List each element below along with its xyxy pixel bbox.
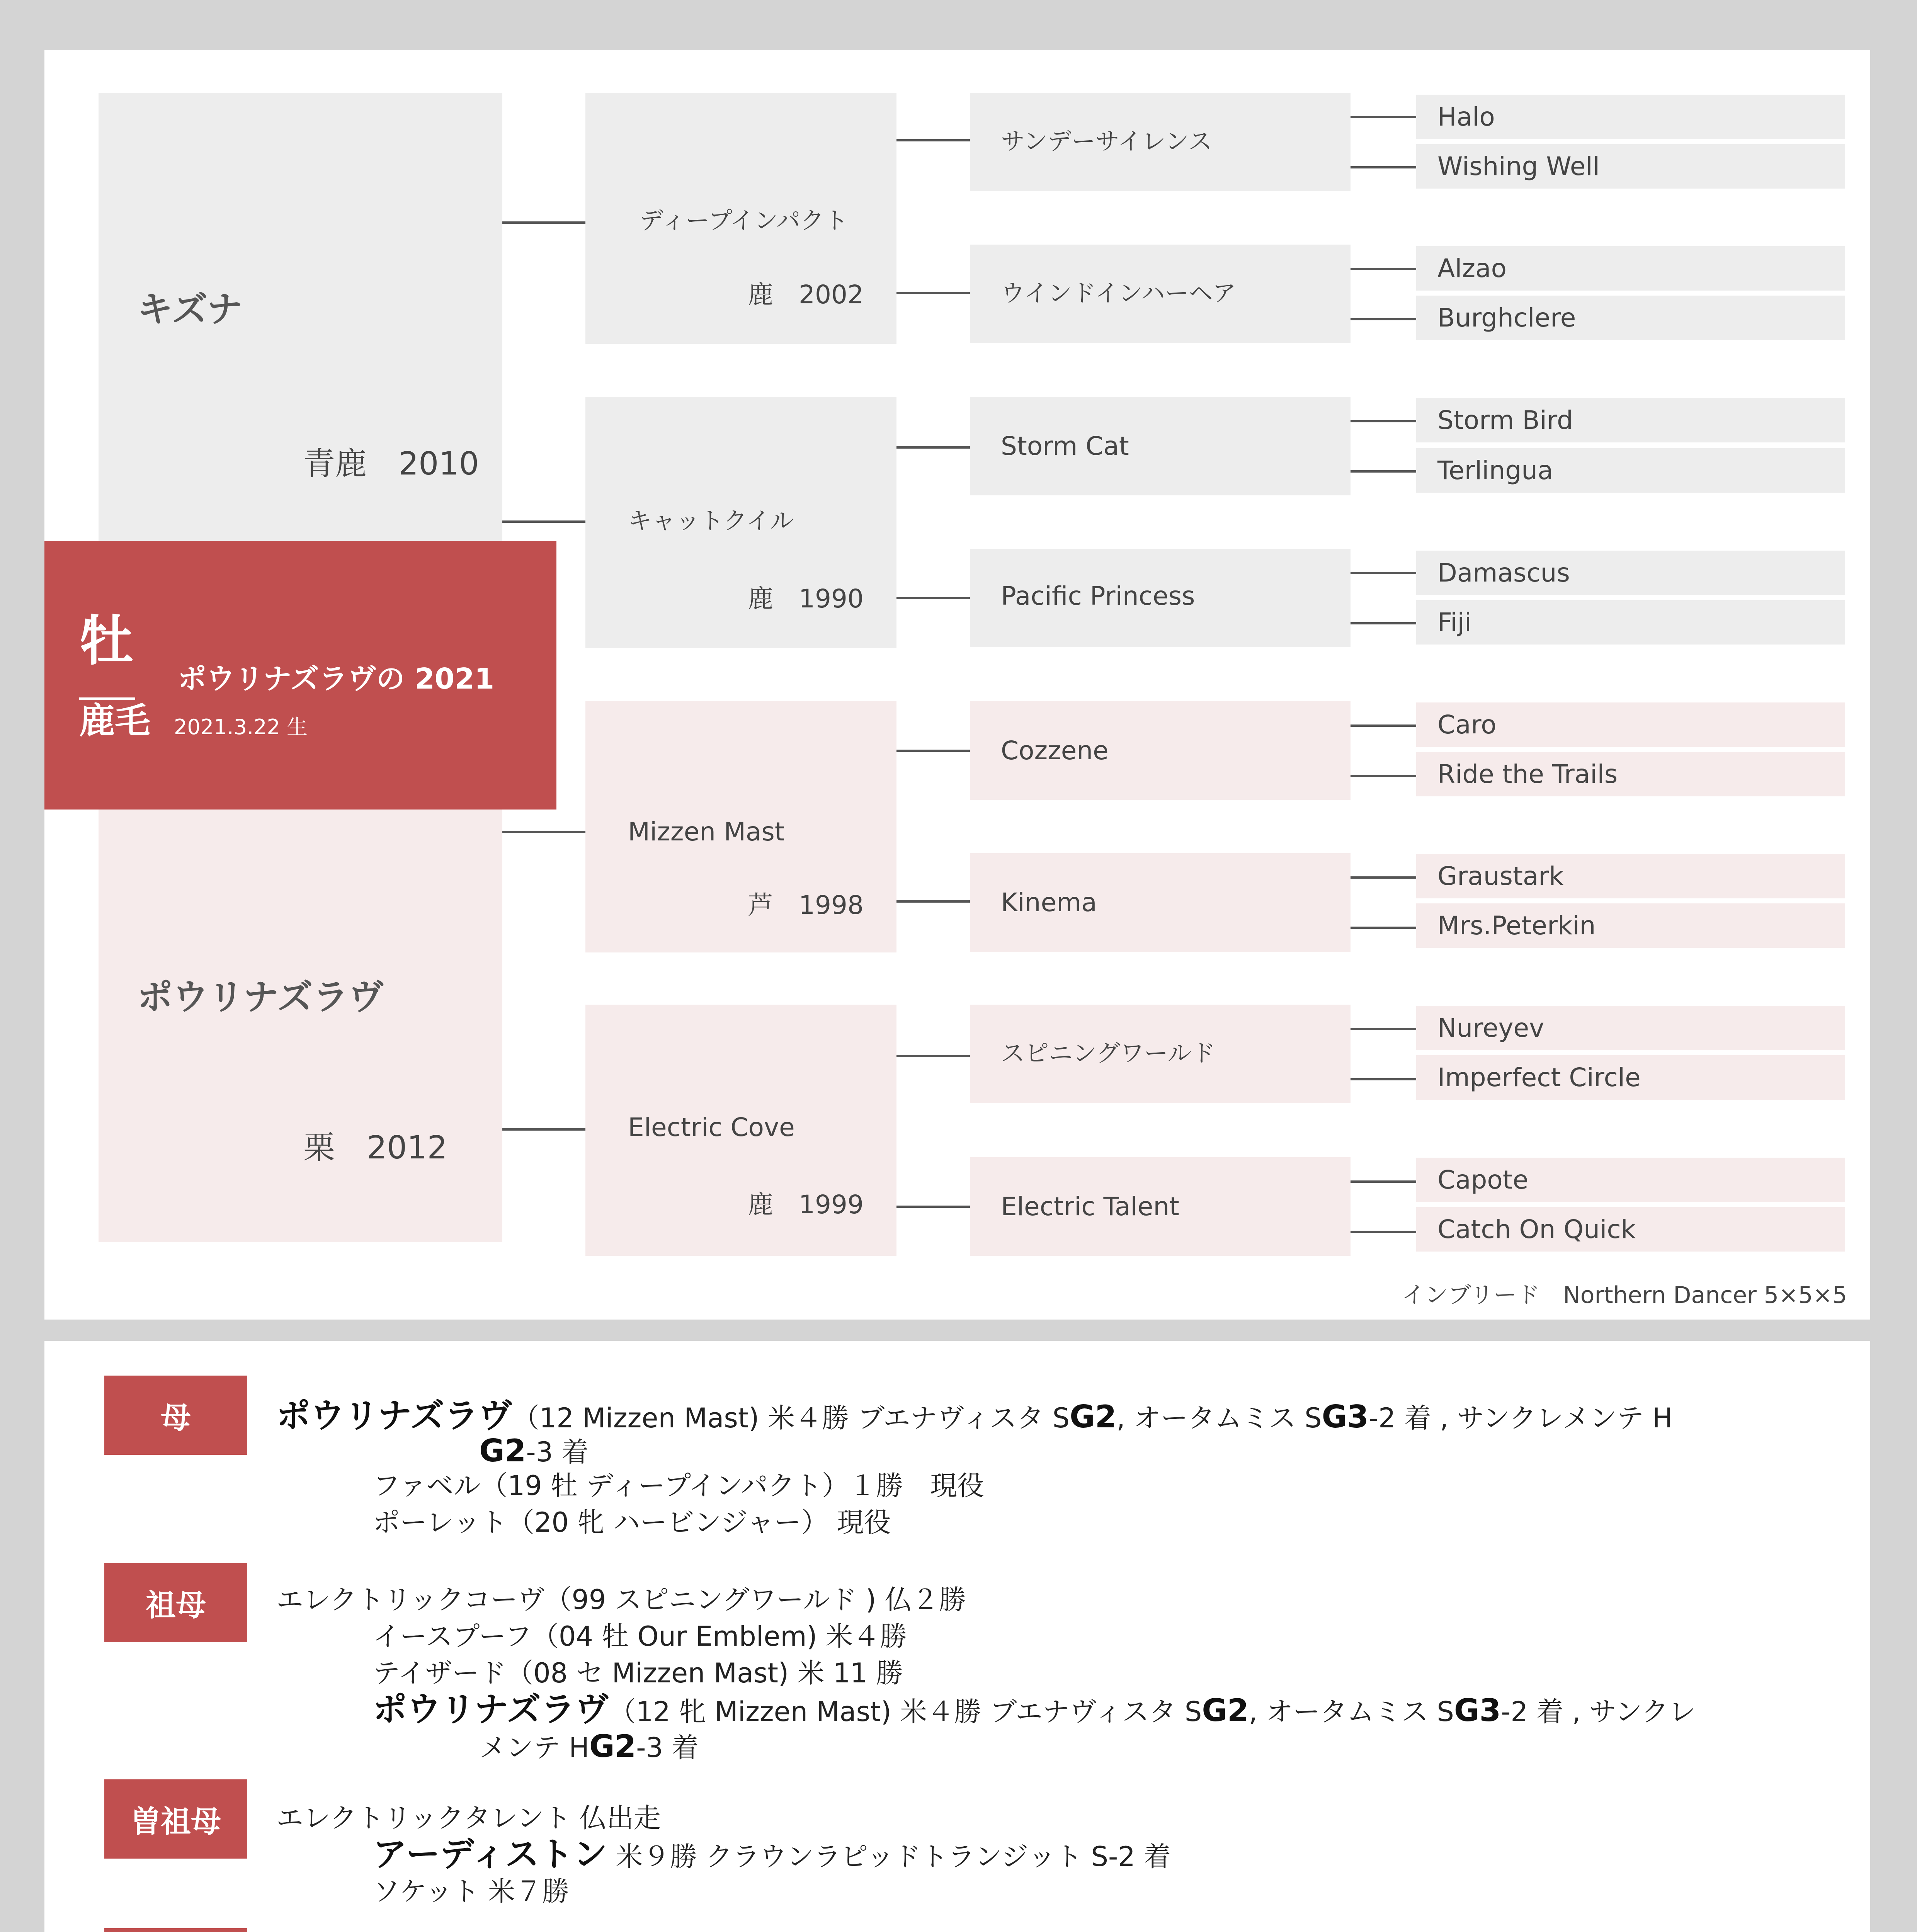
- grade: G3: [1322, 1399, 1369, 1435]
- horse-divider: [79, 697, 135, 700]
- gen4-box: [1416, 1055, 1845, 1100]
- race-text: -2 着 , サンクレ: [1501, 1696, 1696, 1728]
- gen4-box: [1416, 1158, 1845, 1202]
- gen4-box: [1416, 551, 1845, 595]
- connector: [896, 900, 970, 903]
- granddam-label: 祖母: [104, 1563, 247, 1642]
- connector: [502, 520, 585, 523]
- connector: [896, 750, 970, 752]
- gen4-box: [1416, 95, 1845, 139]
- race-text: （12 Mizzen Mast) 米４勝 ブエナヴィスタ S: [512, 1402, 1070, 1434]
- race-text: 米９勝 クラウンラピッドトランジット S-2 着: [607, 1841, 1171, 1872]
- gen2-name: Mizzen Mast: [628, 817, 785, 847]
- dam-line-3: ファベル（19 牡 ディープインパクト）１勝 現役: [373, 1470, 984, 1502]
- connector: [1351, 1028, 1416, 1030]
- gen4-name: Alzao: [1437, 253, 1507, 283]
- gen2-name: ディープインパクト: [640, 206, 849, 235]
- connector: [896, 1055, 970, 1057]
- gen2-box: [585, 93, 896, 344]
- connector: [1351, 166, 1416, 168]
- gen4-box: [1416, 144, 1845, 189]
- gen4-box: [1416, 1207, 1845, 1252]
- sire-name: キズナ: [137, 289, 243, 330]
- gen2-box: [585, 1005, 896, 1256]
- gen2-info: 芦 1998: [748, 890, 864, 920]
- connector: [502, 831, 585, 833]
- race-text: -3 着: [526, 1436, 589, 1468]
- gen4-box: [1416, 398, 1845, 442]
- gen4-box: [1416, 600, 1845, 645]
- horse-name: アーディストン: [373, 1834, 607, 1874]
- gen4-name: Graustark: [1437, 861, 1564, 891]
- connector: [502, 221, 585, 224]
- gen4-name: Catch On Quick: [1437, 1214, 1636, 1244]
- g3dam-line-2: [373, 1834, 1171, 1874]
- gen4-name: Terlingua: [1437, 456, 1553, 485]
- horse-name: ポウリナズラヴ: [373, 1689, 609, 1729]
- race-text: -2 着 , サンクレメンテ H: [1368, 1402, 1673, 1434]
- gen4-name: Mrs.Peterkin: [1437, 911, 1596, 940]
- gen3-name: Electric Talent: [1001, 1192, 1180, 1221]
- granddam-line-1: エレクトリックコーヴ（99 スピニングワールド ) 仏２勝: [276, 1584, 966, 1616]
- dam-line-4: ポーレット（20 牝 ハービンジャー） 現役: [373, 1507, 891, 1538]
- connector: [896, 446, 970, 449]
- g3dam-line-1: エレクトリックタレント 仏出走: [276, 1802, 661, 1834]
- gen2-info: 鹿 2002: [748, 280, 864, 310]
- gen4-name: Capote: [1437, 1165, 1529, 1195]
- gen4-box: [1416, 448, 1845, 493]
- gen4-box: [1416, 752, 1845, 796]
- gen3-name: ウインドインハーヘア: [1001, 279, 1236, 307]
- gen3-name: Cozzene: [1001, 736, 1109, 765]
- gen4-box: [1416, 246, 1845, 291]
- gen2-box: [585, 701, 896, 952]
- connector: [1351, 470, 1416, 473]
- gen4-name: Caro: [1437, 710, 1497, 740]
- gen2-info: 鹿 1990: [748, 584, 864, 614]
- connector: [1351, 1231, 1416, 1233]
- gen3-box: [970, 1005, 1351, 1103]
- gen2-name: Electric Cove: [628, 1112, 795, 1142]
- connector: [1351, 775, 1416, 777]
- granddam-line-2: イースプーフ（04 牡 Our Emblem) 米４勝: [373, 1621, 907, 1652]
- connector: [1351, 420, 1416, 422]
- dam-label: 母: [104, 1376, 247, 1455]
- horse-birth: 2021.3.22 生: [174, 715, 308, 739]
- horse-name: ポウリナズラヴの 2021: [178, 662, 495, 696]
- connector: [1351, 318, 1416, 320]
- gen4-name: Fiji: [1437, 607, 1472, 637]
- race-text: -3 着: [636, 1732, 699, 1764]
- connector: [502, 1128, 585, 1131]
- gen4-box: [1416, 903, 1845, 948]
- connector: [1351, 268, 1416, 270]
- pedigree-panel: [44, 50, 1870, 1320]
- connector: [896, 292, 970, 294]
- gen3-box: [970, 853, 1351, 952]
- sire-info: 青鹿 2010: [303, 446, 479, 482]
- dam-name: ポウリナズラヴ: [137, 976, 384, 1018]
- horse-name: ポウリナズラヴ: [276, 1396, 512, 1435]
- race-text: , オータムミス S: [1116, 1402, 1322, 1434]
- g3dam-label: 曽祖母: [104, 1779, 247, 1859]
- horse-coat: 鹿毛: [79, 700, 151, 742]
- gen4-name: Ride the Trails: [1437, 759, 1618, 789]
- granddam-line-4: [373, 1689, 1696, 1729]
- gen3-name: Kinema: [1001, 888, 1097, 917]
- gen3-box: [970, 549, 1351, 647]
- connector: [1351, 116, 1416, 118]
- horse-box: [44, 541, 556, 810]
- race-text: （12 牝 Mizzen Mast) 米４勝 ブエナヴィスタ S: [609, 1696, 1202, 1728]
- family-panel: [44, 1341, 1870, 1932]
- connector: [1351, 1180, 1416, 1183]
- gen4-name: Nureyev: [1437, 1013, 1544, 1043]
- connector: [896, 1206, 970, 1208]
- granddam-line-3: テイザード（08 セ Mizzen Mast) 米 11 勝: [373, 1657, 903, 1689]
- gen2-name: キャットクイル: [628, 507, 794, 535]
- gen4-box: [1416, 854, 1845, 898]
- granddam-line-5: [479, 1728, 699, 1764]
- gen4-box: [1416, 1006, 1845, 1050]
- gen3-box: [970, 397, 1351, 495]
- connector: [1351, 572, 1416, 574]
- connector: [896, 597, 970, 599]
- inbreed-note: インブリード Northern Dancer 5×5×5: [1402, 1282, 1847, 1309]
- connector: [1351, 927, 1416, 929]
- gen4-name: Storm Bird: [1437, 405, 1573, 435]
- grade: G2: [589, 1728, 636, 1764]
- gen3-box: [970, 245, 1351, 343]
- connector: [1351, 1078, 1416, 1080]
- connector: [1351, 876, 1416, 879]
- gen3-box: [970, 93, 1351, 191]
- horse-sex: 牡: [79, 610, 134, 673]
- gen4-box: [1416, 296, 1845, 340]
- gen4-name: Halo: [1437, 102, 1495, 132]
- gen3-box: [970, 701, 1351, 800]
- grade: G3: [1454, 1692, 1501, 1728]
- gen4-name: Imperfect Circle: [1437, 1063, 1641, 1092]
- gen4-name: Wishing Well: [1437, 151, 1600, 181]
- connector: [1351, 622, 1416, 624]
- gen2-box: [585, 397, 896, 648]
- gen3-name: スピニングワールド: [1001, 1039, 1216, 1067]
- gen3-name: サンデーサイレンス: [1001, 127, 1213, 155]
- dam-line-1: [276, 1396, 1673, 1435]
- gen4-name: Burghclere: [1437, 303, 1576, 333]
- dam-line-2: [479, 1433, 589, 1469]
- gen2-info: 鹿 1999: [748, 1190, 864, 1219]
- gen3-box: [970, 1157, 1351, 1256]
- connector: [1351, 724, 1416, 727]
- gen4-box: [1416, 702, 1845, 747]
- race-text: , オータムミス S: [1249, 1696, 1454, 1728]
- g3dam-line-3: ソケット 米７勝: [373, 1876, 570, 1907]
- gen3-name: Storm Cat: [1001, 431, 1129, 461]
- grade: G2: [479, 1433, 526, 1469]
- grade: G2: [1202, 1692, 1249, 1728]
- gen3-name: Pacific Princess: [1001, 581, 1195, 611]
- grade: G2: [1070, 1399, 1117, 1435]
- gen4-name: Damascus: [1437, 558, 1570, 588]
- g4dam-label: [104, 1928, 247, 1932]
- dam-info: 栗 2012: [303, 1129, 447, 1166]
- race-text: メンテ H: [479, 1732, 589, 1764]
- connector: [896, 139, 970, 141]
